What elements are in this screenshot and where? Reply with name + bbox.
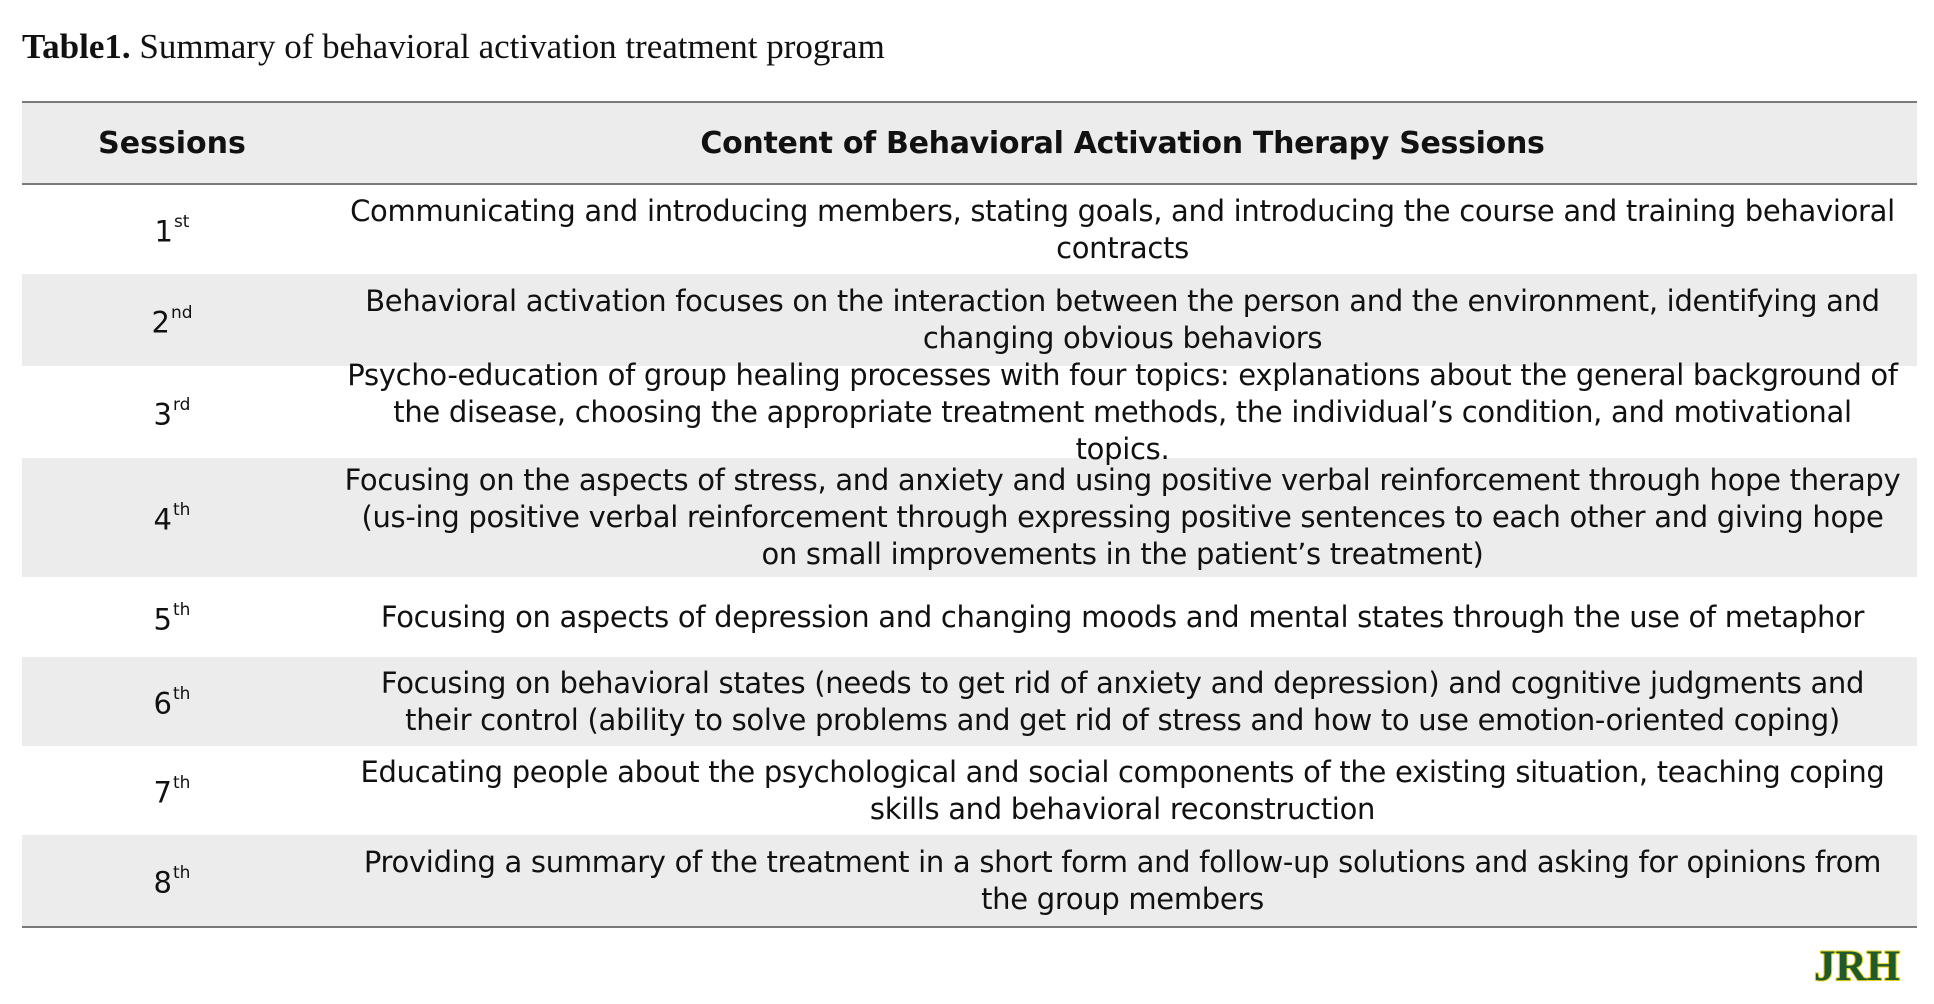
session-number-suffix: th [173,863,191,884]
session-number-value: 5 [153,602,172,637]
table-row [22,458,1917,577]
session-number-suffix: th [173,500,191,521]
table-caption [22,22,885,72]
session-number-suffix: th [173,773,191,794]
session-number [22,391,322,434]
header-content: Content of Behavioral Activation Therapy Sessions [700,125,1545,161]
table-row [22,185,1917,274]
session-number-suffix: rd [172,394,191,415]
session-number-value: 1 [154,214,173,249]
session-number [22,859,322,902]
session-content: Communicating and introducing members, stating goals, and introducing the course and training behavioral contracts [350,193,1895,265]
session-number [22,208,322,251]
table-row [22,835,1917,926]
table-row [22,657,1917,746]
table-header-row [22,103,1917,185]
session-number-value: 6 [153,686,172,721]
session-number-suffix: th [173,599,191,620]
session-content: Educating people about the psychological and social components of the existing situation, teaching coping skills and behavioral reconstruction [360,754,1885,826]
jrh-logo [1801,943,1914,987]
table-row [22,274,1917,366]
header-sessions: Sessions [98,125,246,161]
table-row [22,357,1917,466]
session-content: Psycho-education of group healing processes with four topics: explanations about the general background of the disease, choosing the appropriate treatment methods, the individual’s condition, and motivational topics. [347,357,1898,466]
session-number-value: 7 [153,775,172,810]
session-content: Focusing on behavioral states (needs to get rid of anxiety and depression) and cognitive judgments and their control (ability to solve problems and get rid of stress and how to use emotion-oriented coping) [380,665,1865,737]
session-number-suffix: th [173,684,191,705]
session-number-suffix: nd [170,302,193,323]
table-caption-text: Summary of behavioral activation treatment program [130,27,885,66]
session-number-value: 3 [153,397,172,432]
session-content: Focusing on the aspects of stress, and anxiety and using positive verbal reinforcement through hope therapy (us-ing positive verbal reinforcement through expressing positive sentences to each other and giving hope on small improvements in the patient’s treatment) [344,463,1901,571]
session-content: Behavioral activation focuses on the interaction between the person and the environment, identifying and changing obvious behaviors [365,284,1880,355]
session-number-value: 2 [151,305,170,340]
table-row [22,746,1917,835]
jrh-logo-text: JRH [1814,943,1900,987]
table-row [22,577,1917,657]
session-number [22,299,322,342]
sessions-table [22,101,1917,928]
session-number-value: 8 [153,865,172,900]
session-number-suffix: st [173,212,190,233]
session-number-value: 4 [153,502,172,537]
session-number [22,680,322,723]
session-number [22,496,322,539]
table-caption-label: Table1. [22,27,131,66]
session-content: Providing a summary of the treatment in a short form and follow-up solutions and asking for opinions from the group members [363,844,1882,916]
session-number [22,769,322,812]
session-content: Focusing on aspects of depression and changing moods and mental states through the use of metaphor [380,599,1865,634]
session-number [22,596,322,639]
